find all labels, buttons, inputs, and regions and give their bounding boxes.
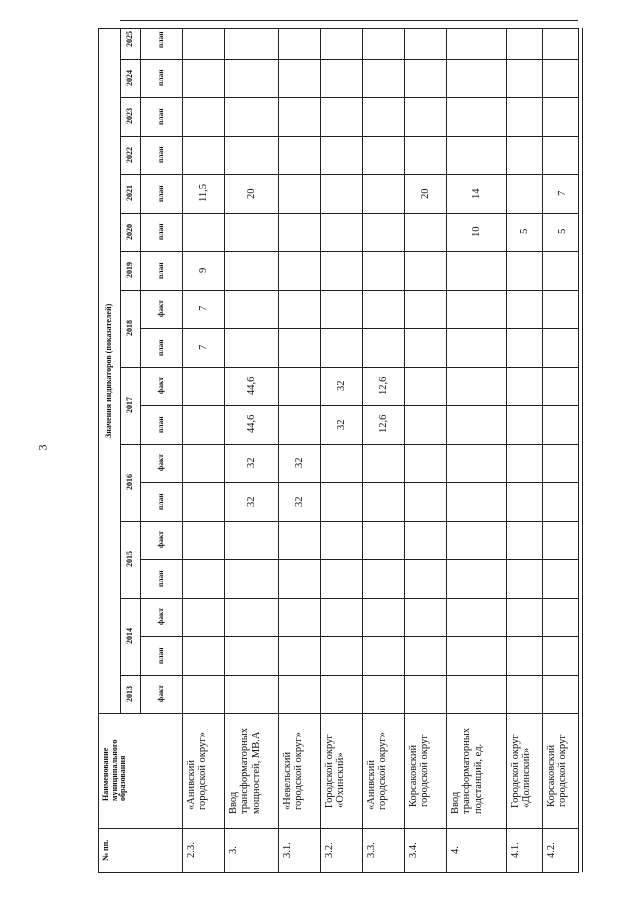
table-rule (140, 405, 578, 406)
table-rule (582, 28, 583, 872)
table-rule (140, 367, 578, 368)
table-rule (404, 28, 405, 872)
table-rule (98, 28, 99, 872)
table-rule (98, 713, 578, 714)
table-rule (140, 482, 578, 483)
subcolumn-header: план (156, 185, 165, 202)
year-header: 2017 (124, 397, 134, 413)
row-name: Городской округ «Долинский» (510, 733, 533, 808)
cell-value: 32 (335, 419, 347, 430)
year-header: 2024 (124, 69, 134, 86)
year-header: 2019 (124, 262, 134, 279)
subcolumn-header: факт (156, 454, 165, 472)
year-header: 2020 (124, 223, 134, 240)
table-rule (140, 174, 578, 175)
table-rule (320, 28, 321, 872)
table-rule (446, 28, 447, 872)
table-rule (140, 136, 578, 137)
table-rule (140, 59, 578, 60)
subcolumn-header: план (156, 416, 165, 433)
header-num: № пп. (101, 839, 110, 861)
subcolumn-header: план (156, 570, 165, 587)
table-rule (542, 28, 543, 872)
subcolumn-header: план (156, 31, 165, 48)
subcolumn-header: план (156, 69, 165, 87)
year-header: 2018 (124, 320, 134, 336)
cell-value: 7 (556, 190, 568, 196)
cell-value: 12,6 (377, 376, 389, 395)
year-header: 2013 (124, 685, 134, 702)
row-number: 3.2. (324, 842, 335, 858)
table-rule (140, 28, 141, 713)
table-rule (140, 444, 578, 445)
subcolumn-header: факт (156, 685, 165, 703)
table-rule (140, 97, 578, 98)
row-number: 3.1. (282, 842, 293, 858)
cell-value: 10 (470, 226, 482, 238)
table-rule (506, 28, 507, 872)
year-header: 2023 (124, 108, 134, 125)
indicators-table (98, 28, 578, 872)
table-rule (140, 328, 578, 329)
cell-value: 14 (470, 188, 482, 199)
header-name: Наименование муниципального образования (101, 739, 128, 801)
table-rule (278, 28, 279, 872)
row-number: 3.3. (366, 842, 377, 858)
table-rule (140, 521, 578, 522)
row-number: 2.3. (186, 842, 197, 858)
year-header: 2016 (124, 474, 134, 490)
table-rule (140, 559, 578, 560)
year-header: 2021 (124, 185, 134, 202)
table-rule (98, 828, 578, 829)
subcolumn-header: план (156, 223, 165, 241)
cell-value: 44,6 (245, 414, 257, 434)
cell-value: 20 (419, 188, 431, 199)
cell-value: 20 (245, 188, 257, 199)
table-rule (120, 28, 121, 713)
cell-value: 32 (245, 457, 257, 469)
subcolumn-header: план (156, 339, 165, 356)
cell-value: 5 (518, 229, 530, 235)
cell-value: 32 (335, 380, 347, 392)
table-rule (578, 28, 579, 872)
page-number: 3 (35, 444, 50, 451)
subcolumn-header: факт (156, 300, 165, 318)
table-rule (140, 598, 578, 599)
row-number: 4. (450, 846, 461, 854)
row-name: Ввод трансформаторных подстанций, ед. (450, 727, 484, 814)
cell-value: 44,6 (245, 376, 257, 395)
cell-value: 11,5 (197, 184, 209, 203)
row-name: Городской округ «Охинский» (324, 733, 347, 808)
table-rule (140, 251, 578, 252)
row-number: 3. (228, 846, 239, 854)
row-name: «Анивский городской округ» (366, 731, 389, 810)
table-rule (140, 20, 578, 21)
cell-value: 7 (197, 344, 209, 350)
cell-value: 32 (293, 496, 305, 507)
cell-value: 32 (293, 457, 305, 469)
subcolumn-header: факт (156, 377, 165, 395)
subcolumn-header: факт (156, 531, 165, 549)
subcolumn-header: план (156, 262, 165, 279)
subcolumn-header: план (156, 108, 165, 125)
table-rule (140, 636, 578, 637)
subcolumn-header: план (156, 647, 165, 664)
cell-value: 32 (245, 496, 257, 507)
row-name: Ввод трансформаторных мощностей, МВ.А (228, 727, 262, 814)
year-header: 2014 (124, 628, 134, 644)
table-rule (140, 290, 578, 291)
row-number: 4.2. (546, 842, 557, 858)
cell-value: 7 (197, 306, 209, 312)
row-name: Корсаковский городской округ (408, 734, 431, 807)
subcolumn-header: факт (156, 608, 165, 626)
cell-value: 5 (556, 229, 568, 235)
cell-value: 9 (197, 267, 209, 273)
year-header: 2022 (124, 146, 134, 163)
subcolumn-header: план (156, 146, 165, 164)
table-rule (362, 28, 363, 872)
table-rule (182, 28, 183, 872)
row-number: 3.4. (408, 842, 419, 858)
subcolumn-header: план (156, 493, 165, 510)
year-header: 2025 (124, 31, 134, 48)
row-number: 4.1. (510, 842, 521, 858)
table-rule (140, 675, 578, 676)
year-header: 2015 (124, 551, 134, 567)
table-rule (224, 28, 225, 872)
table-rule (140, 213, 578, 214)
cell-value: 12,6 (377, 414, 389, 434)
table-rule (98, 872, 579, 873)
row-name: «Анивский городской округ» (186, 731, 209, 810)
row-name: Корсаковский городской округ (546, 734, 569, 807)
header-values-caption: Значения индикаторов (показателей) (103, 303, 113, 438)
row-name: «Невельский городской округ» (282, 731, 305, 810)
